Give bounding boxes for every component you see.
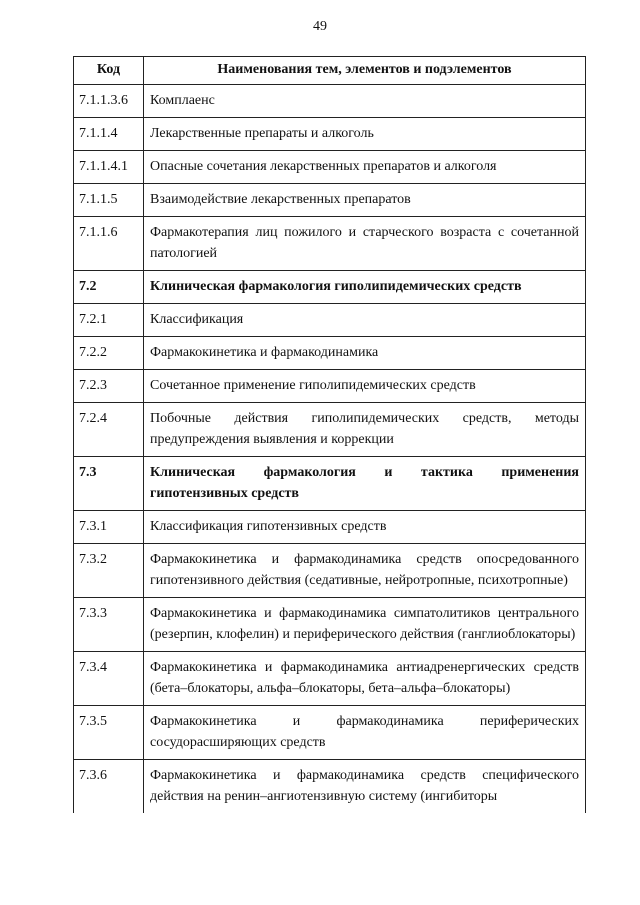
row-name: Фармакотерапия лиц пожилого и старческого возраста с сочетанной патологией (144, 217, 586, 271)
row-code: 7.3.2 (74, 544, 144, 598)
section-name: Клиническая фармакология гиполипидемических средств (144, 271, 586, 304)
row-code: 7.3.3 (74, 598, 144, 652)
row-name: Опасные сочетания лекарственных препаратов и алкоголя (144, 151, 586, 184)
table-row (74, 184, 586, 217)
row-code: 7.3.4 (74, 652, 144, 706)
row-code: 7.3.1 (74, 511, 144, 544)
table-row (74, 544, 586, 598)
table-row (74, 706, 586, 760)
table-row (74, 337, 586, 370)
row-name: Взаимодействие лекарственных препаратов (144, 184, 586, 217)
section-row (74, 457, 586, 511)
row-code: 7.2.2 (74, 337, 144, 370)
row-code: 7.3.5 (74, 706, 144, 760)
row-name: Фармакокинетика и фармакодинамика (144, 337, 586, 370)
table-row (74, 760, 586, 814)
table-row (74, 118, 586, 151)
row-name: Классификация гипотензивных средств (144, 511, 586, 544)
table-row (74, 598, 586, 652)
row-name: Фармакокинетика и фармакодинамика периферических сосудорасширяющих средств (144, 706, 586, 760)
topics-table (73, 56, 586, 813)
header-code: Код (74, 57, 144, 85)
row-code: 7.1.1.4.1 (74, 151, 144, 184)
row-code: 7.1.1.4 (74, 118, 144, 151)
row-code: 7.1.1.6 (74, 217, 144, 271)
row-code: 7.1.1.3.6 (74, 85, 144, 118)
header-name: Наименования тем, элементов и подэлементов (144, 57, 586, 85)
table-row (74, 652, 586, 706)
row-name: Фармакокинетика и фармакодинамика симпатолитиков центрального (резерпин, клофелин) и периферического действия (ганглиоблокаторы) (144, 598, 586, 652)
table-row (74, 85, 586, 118)
section-name: Клиническая фармакология и тактика применения гипотензивных средств (144, 457, 586, 511)
row-code: 7.2.4 (74, 403, 144, 457)
table-header-row (74, 57, 586, 85)
table-row (74, 217, 586, 271)
table-row (74, 403, 586, 457)
table-row (74, 370, 586, 403)
section-code: 7.3 (74, 457, 144, 511)
row-code: 7.3.6 (74, 760, 144, 814)
table-row (74, 151, 586, 184)
row-name: Комплаенс (144, 85, 586, 118)
section-row (74, 271, 586, 304)
row-code: 7.2.1 (74, 304, 144, 337)
row-code: 7.1.1.5 (74, 184, 144, 217)
row-name: Лекарственные препараты и алкоголь (144, 118, 586, 151)
row-name: Фармакокинетика и фармакодинамика средств специфического действия на ренин–ангиотензивную систему (ингибиторы (144, 760, 586, 814)
table-row (74, 304, 586, 337)
table-row (74, 511, 586, 544)
row-name: Сочетанное применение гиполипидемических средств (144, 370, 586, 403)
row-code: 7.2.3 (74, 370, 144, 403)
row-name: Фармакокинетика и фармакодинамика средств опосредованного гипотензивного действия (седативные, нейротропные, психотропные) (144, 544, 586, 598)
section-code: 7.2 (74, 271, 144, 304)
row-name: Побочные действия гиполипидемических средств, методы предупреждения выявления и коррекции (144, 403, 586, 457)
page-number: 49 (313, 19, 327, 34)
row-name: Фармакокинетика и фармакодинамика антиадренергических средств (бета–блокаторы, альфа–блокаторы, бета–альфа–блокаторы) (144, 652, 586, 706)
row-name: Классификация (144, 304, 586, 337)
